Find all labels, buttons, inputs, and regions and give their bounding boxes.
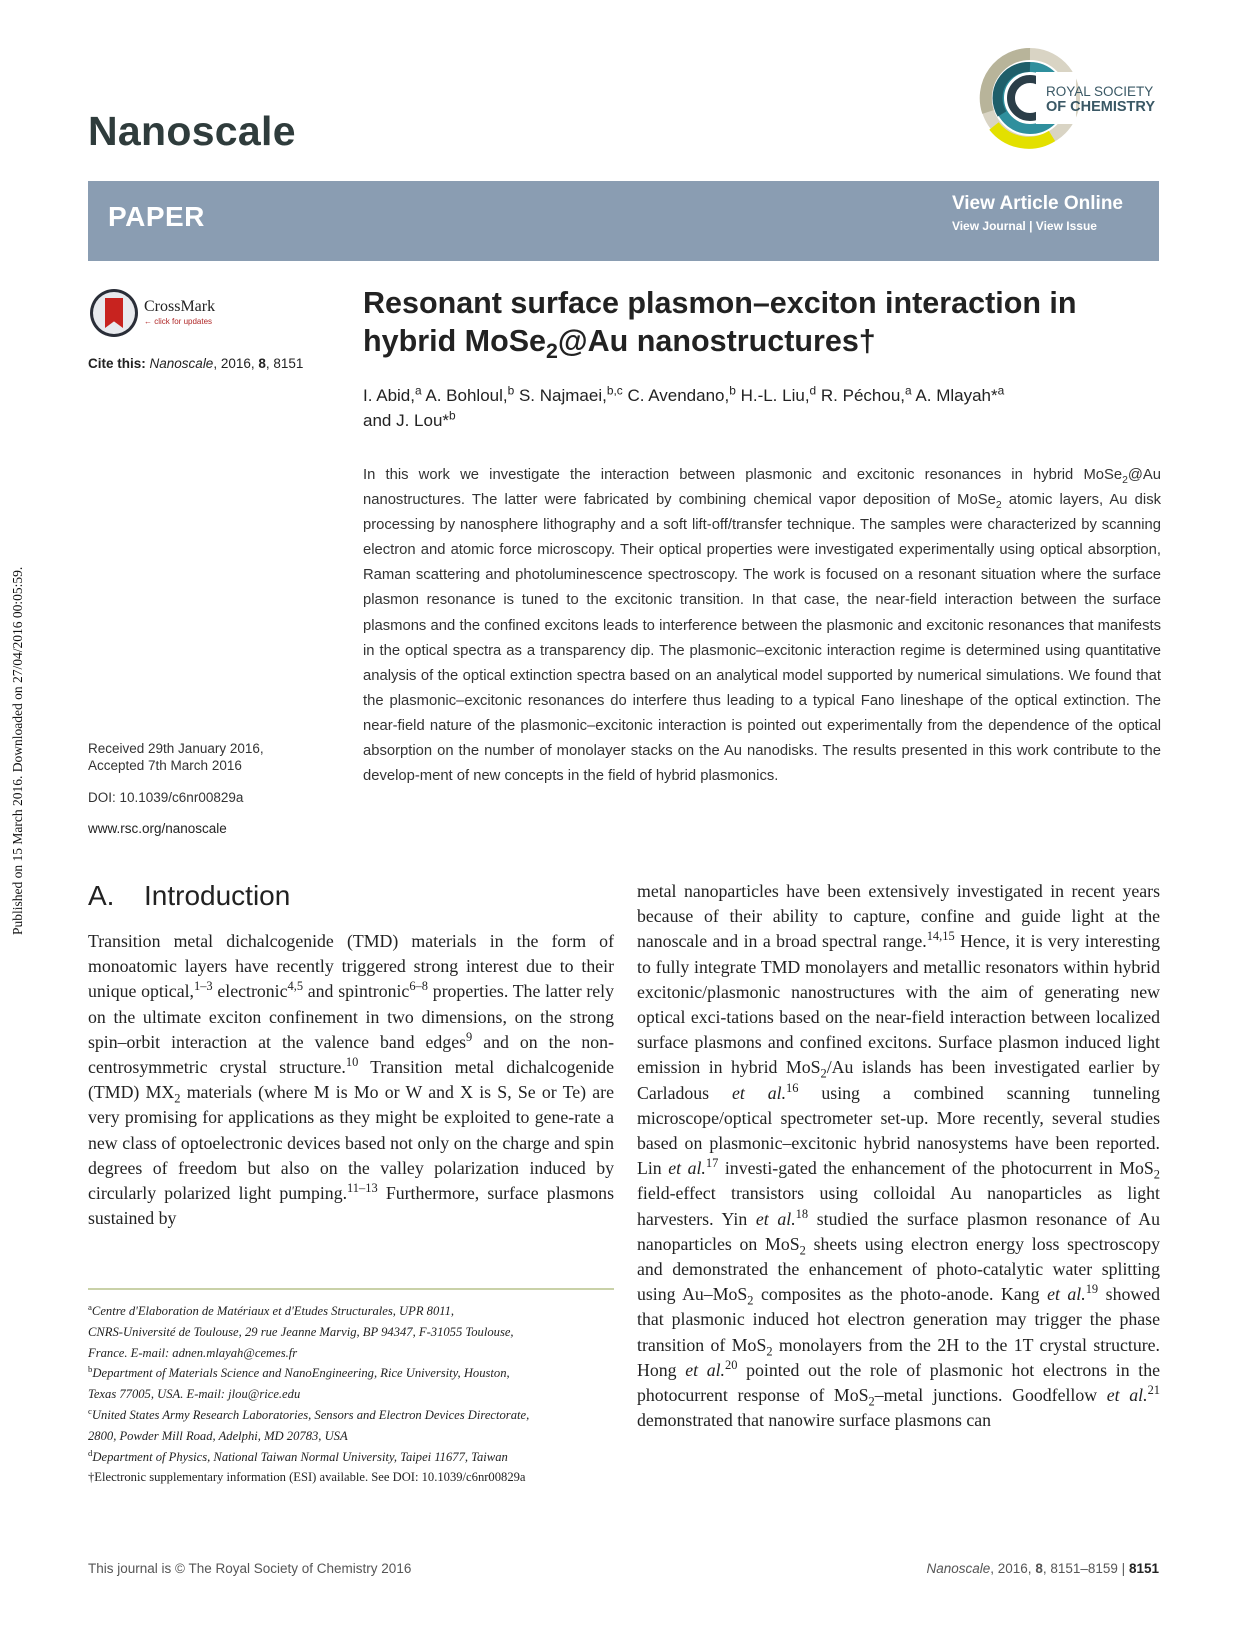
body-column-right: metal nanoparticles have been extensively investigated in recent years because of their ability to capture, confine and guide light at the nanoscale and in a broad spectral range.$^{14,15}$ Hence, it is very interesting to fully integrate TMD monolayers and metallic resonators within hybrid excitonic/plasmonic nanostructures with the aim of generating new optical exci-tations based on the near-field interaction between localized surface plasmons and confined excitons. Surface plasmon induced light emission in hybrid MoS$_2$/Au islands has been investigated earlier by Carladous et al.$^{16}$ using a combined scanning tunneling microscope/optical spectrometer set-up. More recently, several studies based on plasmonic–excitonic hybrid nanosystems have been reported. Lin et al.$^{17}$ investi-gated the enhancement of the photocurrent in MoS$_2$ field-effect transistors using colloidal Au nanoparticles as light harvesters. Yin et al.$^{18}$ studied the surface plasmon resonance of Au nanoparticles on MoS$_2$ sheets using electron energy loss spectroscopy and demonstrated the enhancement of photo-catalytic water splitting using Au–MoS$_2$ composites as the photo-anode. Kang et al.$^{19}$ showed that plasmonic induced hot electron generation may trigger the phase transition of MoS$_2$ monolayers from the 2H to the 1T crystal structure. Hong et al.$^{20}$ pointed out the role of plasmonic hot electrons in the photocurrent response of MoS$_2$–metal junctions. Goodfellow et al.$^{21}$ demonstrated that nanowire surface plasmons can <box>637 881 1161 1431</box>
author-list: I. Abid,$^a$ A. Bohloul,$^b$ S. Najmaei,$^{b,c}$ C. Avendano,$^b$ H.-L. Liu,$^d$ R. Péchou,$^a$ A. Mlayah*$^a$ and J. Lou*$^b$ <box>363 383 1005 430</box>
article-title: Resonant surface plasmon–exciton interaction in hybrid MoSe$_2$@Au nanostructures† <box>363 286 1077 364</box>
view-issue-link[interactable]: View Issue <box>1035 219 1097 233</box>
journal-name: Nanoscale <box>88 108 296 154</box>
crossmark-subtitle: ← click for updates <box>144 317 213 326</box>
crossmark-icon <box>90 289 138 337</box>
article-doi[interactable]: DOI: 10.1039/c6nr00829a <box>88 790 244 805</box>
footer-copyright: This journal is © The Royal Society of Chemistry 2016 <box>88 1561 412 1576</box>
footer-citation: Nanoscale, 2016, 8, 8151–8159 | 8151 <box>926 1561 1159 1576</box>
crossmark-badge[interactable] <box>90 289 250 341</box>
page-number: 8151 <box>1128 1561 1159 1576</box>
abstract: In this work we investigate the interaction between plasmonic and excitonic resonances in hybrid MoSe$_2$@Au nanostructures. The latter were fabricated by combining chemical vapor deposition of MoSe$_2$ atomic layers, Au disk processing by nanosphere lithography and a soft lift-off/transfer technique. The samples were characterized by scanning electron and atomic force microscopy. Their optical properties were investigated experimentally using optical absorption, Raman scattering and photoluminescence spectroscopy. The work is focused on a resonant situation where the surface plasmon resonance is tuned to the excitonic transition. In that case, the near-field interaction between the surface plasmons and the confined excitons leads to interference between the plasmonic and excitonic resonances that manifests in the optical spectra as a transparency dip. The plasmonic–excitonic interaction regime is determined using quantitative analysis of the optical extinction spectra based on an analytical model supported by numerical simulations. We found that the plasmonic–excitonic resonances do interfere thus leading to a typical Fano lineshape of the optical extinction. The near-field nature of the plasmonic–excitonic interaction is pointed out experimentally from the dependence of the optical absorption on the number of monolayer stacks on the Au nanodisks. The results presented in this work contribute to the develop-ment of new concepts in the field of hybrid plasmonics. <box>363 467 1161 785</box>
rsc-logo-text: ROYAL SOCIETY OF CHEMISTRY <box>1046 84 1156 115</box>
rsc-logo[interactable] <box>988 42 1170 154</box>
publication-stamp <box>6 475 30 935</box>
article-banner <box>88 181 1159 261</box>
crossmark-title: CrossMark <box>144 298 216 315</box>
body-column-left: Transition metal dichalcogenide (TMD) materials in the form of monoatomic layers have recently triggered strong interest due to their unique optical,$^{1-3}$ electronic$^{4,5}$ and spintronic$^{6-8}$ properties. The latter rely on the ultimate exciton confinement in two dimensions, on the strong spin–orbit interaction at the valence band edges$^9$ and on the non-centrosymmetric crystal structure.$^{10}$ Transition metal dichalcogenide (TMD) $MX_2$ materials (where M is Mo or W and X is S, Se or Te) are very promising for applications as they might be exploited to gene-rate a new class of optoelectronic devices based not only on the charge and spin degrees of freedom but also on the valley polarization induced by circularly polarized light pumping.$^{11-13}$ Furthermore, surface plasmons sustained by <box>88 931 615 1229</box>
view-journal-link[interactable]: View Journal <box>951 219 1026 233</box>
citation: Cite this: Nanoscale, 2016, 8, 8151 <box>88 356 304 371</box>
received-date: Received 29th January 2016, <box>88 741 264 756</box>
publication-stamp-text: Published on 15 March 2016. Downloaded on 27/04/2016 00:05:59. <box>10 566 25 935</box>
view-article-online-link[interactable]: View Article Online <box>951 193 1123 214</box>
journal-website-link[interactable]: www.rsc.org/nanoscale <box>88 821 227 836</box>
article-links <box>952 193 1123 233</box>
section-heading: A. Introduction <box>88 880 291 911</box>
article-dates <box>88 740 328 774</box>
link-separator: | <box>1029 219 1033 233</box>
accepted-date: Accepted 7th March 2016 <box>88 758 242 773</box>
footnote-divider <box>88 1288 614 1290</box>
esi-footnote: †Electronic supplementary information (ESI) available. See DOI: 10.1039/c6nr00829a <box>88 1470 526 1485</box>
article-type-label: PAPER <box>108 201 205 232</box>
affiliation-footnotes: $^a$Centre d'Elaboration de Matériaux et d'Etudes Structurales, UPR 8011, CNRS-Université de Toulouse, 29 rue Jeanne Marvig, BP 94347, F-31055 Toulouse, France. E-mail: adnen.mlayah@cemes.fr $^b$Department of Materials Science and NanoEngineering, Rice University, Houston, Texas 77005, USA. E-mail: jlou@rice.edu $^c$United States Army Research Laboratories, Sensors and Electron Devices Directorate, 2800, Powder Mill Road, Adelphi, MD 20783, USA $^d$Department of Physics, National Taiwan Normal University, Taipei 11677, Taiwan †Electronic supplementary information (ESI) available. See DOI: 10.1039/c6nr00829a <box>88 1301 614 1488</box>
